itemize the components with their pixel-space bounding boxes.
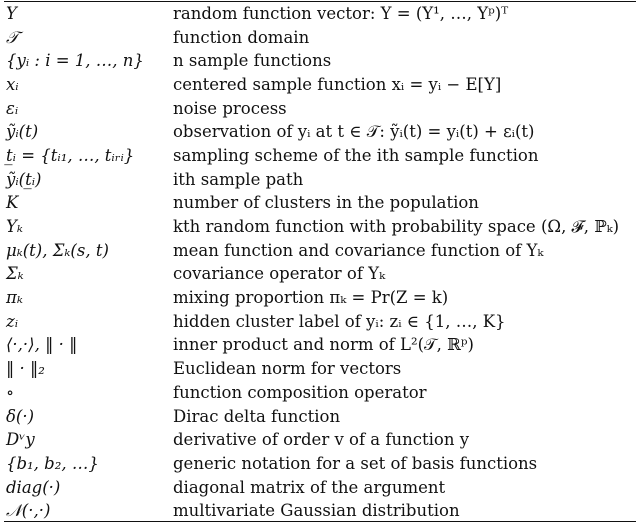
table-row [4,239,636,263]
symbol-cell: Σₖ [6,264,24,284]
description-cell: centered sample function xᵢ = yᵢ − E[Y] [173,74,502,94]
description-cell: multivariate Gaussian distribution [173,501,460,521]
description-cell: mixing proportion πₖ = Pr(Z = k) [173,288,449,308]
table-row [4,428,636,452]
description-cell: diagonal matrix of the argument [173,477,446,497]
description-cell: Dirac delta function [173,406,341,426]
description-cell: mean function and covariance function of Yₖ [173,240,544,260]
symbol-cell: Y [6,3,17,23]
symbol-cell: ⟨·,·⟩, ‖ · ‖ [6,335,78,355]
symbol-cell: πₖ [6,288,23,308]
description-cell: generic notation for a set of basis functions [173,453,538,473]
description-cell: ith sample path [173,169,304,189]
symbol-cell: t̲ᵢ = {tᵢ₁, …, tᵢᵣᵢ} [6,145,135,165]
description-cell: derivative of order v of a function y [173,430,470,450]
table-row [4,452,636,476]
symbol-cell: {yᵢ : i = 1, …, n} [6,51,144,71]
symbol-cell: {b₁, b₂, …} [6,453,99,473]
description-cell: noise process [173,98,287,118]
description-cell: covariance operator of Yₖ [173,264,386,284]
table-row [4,286,636,310]
symbol-cell: 𝒯 [6,27,19,47]
description-cell: observation of yᵢ at t ∈ 𝒯: ỹᵢ(t) = yᵢ(t) + εᵢ(t) [173,122,535,142]
table-row [4,168,636,192]
description-cell: sampling scheme of the ith sample function [173,145,539,165]
description-cell: kth random function with probability space (Ω, 𝓕, ℙₖ) [173,217,620,237]
symbol-cell: xᵢ [6,74,19,94]
table-row [4,144,636,168]
symbol-cell: Dᵛy [6,430,35,450]
table-row [4,499,636,523]
description-cell: function domain [173,27,310,47]
table-row [4,405,636,429]
description-cell: Euclidean norm for vectors [173,359,402,379]
table-row [4,192,636,216]
symbol-cell: zᵢ [6,311,19,331]
description-cell: number of clusters in the population [173,193,479,213]
table-row [4,120,636,144]
symbol-cell: 𝒩(·,·) [6,501,51,521]
symbol-cell: ỹᵢ(t̲ᵢ) [6,169,42,189]
table-row [4,310,636,334]
table-row [4,357,636,381]
description-cell: function composition operator [173,382,427,402]
symbol-cell: K [6,193,19,213]
table-row [4,73,636,97]
symbol-cell: ‖ · ‖₂ [6,359,45,379]
symbol-cell: ∘ [6,382,15,402]
description-cell: n sample functions [173,51,332,71]
symbol-cell: ỹᵢ(t) [6,122,39,142]
symbol-cell: Yₖ [6,217,23,237]
notation-rows [4,2,636,523]
table-row [4,334,636,358]
notation-table [4,2,636,523]
description-cell: random function vector: Y = (Y¹, …, Yᵖ)ᵀ [173,3,509,23]
table-row [4,26,636,50]
bottom-rule [4,521,636,522]
table-row [4,215,636,239]
table-row [4,381,636,405]
table-row [4,49,636,73]
table-row [4,263,636,287]
symbol-cell: diag(·) [6,477,61,497]
table-row [4,476,636,500]
description-cell: inner product and norm of L²(𝒯, ℝᵖ) [173,335,474,355]
table-row [4,2,636,26]
symbol-cell: εᵢ [6,98,19,118]
symbol-cell: δ(·) [6,406,35,426]
symbol-cell: μₖ(t), Σₖ(s, t) [6,240,109,260]
description-cell: hidden cluster label of yᵢ: zᵢ ∈ {1, …, K} [173,311,506,331]
table-row [4,97,636,121]
